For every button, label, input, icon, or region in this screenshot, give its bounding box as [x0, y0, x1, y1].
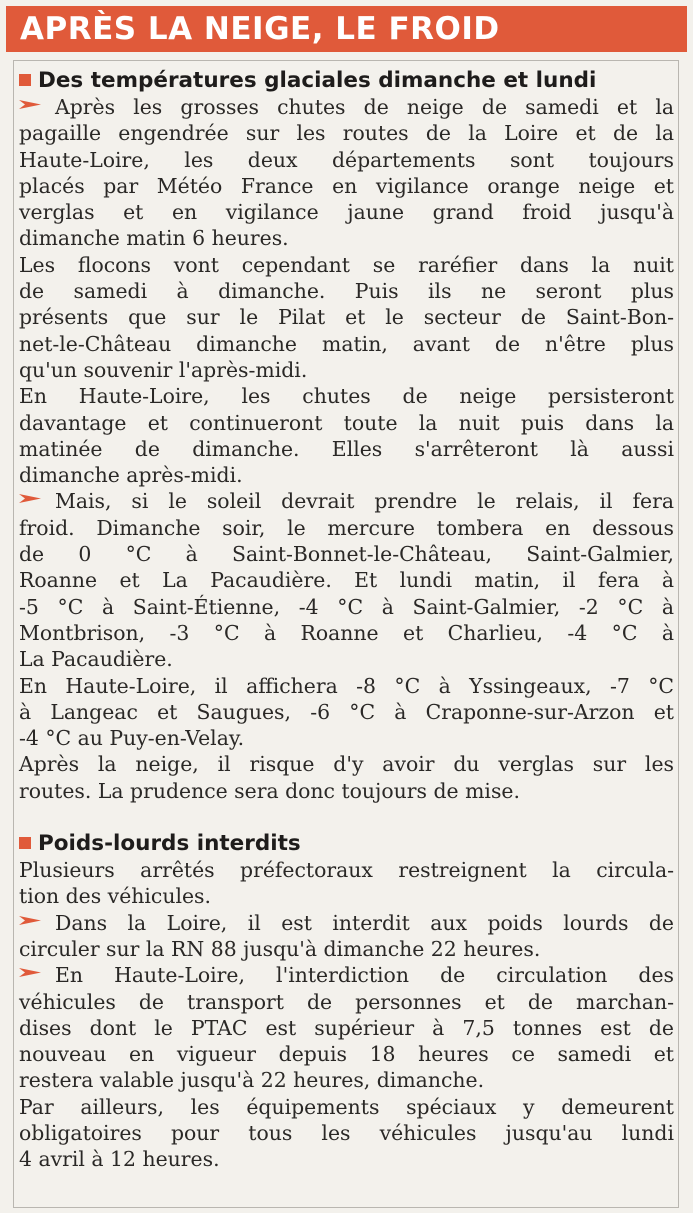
arrow-bullet-icon — [19, 100, 41, 109]
paragraph-line: dimanche matin 6 heures. — [19, 226, 289, 251]
paragraph-line: Les flocons vont cependant se raréfier dans la nuit — [19, 252, 674, 277]
paragraph-line: dimanche après-midi. — [19, 463, 243, 488]
paragraph-line: Roanne et La Pacaudière. Et lundi matin, il fera à — [19, 568, 674, 593]
line-text: Dans la Loire, il est interdit aux poids lourds de — [55, 910, 674, 935]
headline-banner — [6, 6, 687, 52]
line-text: En Haute-Loire, l'interdiction de circulation des — [55, 963, 674, 988]
paragraph-line: routes. La prudence sera donc toujours de mise. — [19, 778, 520, 803]
paragraph-line: Par ailleurs, les équipements spéciaux y demeurent — [19, 1094, 674, 1119]
paragraph-line: En Haute-Loire, les chutes de neige persisteront — [19, 384, 674, 409]
paragraph-line: présents que sur le Pilat et le secteur de Saint-Bon- — [19, 305, 674, 330]
paragraph-line — [19, 94, 674, 120]
paragraph-line: -4 °C au Puy-en-Velay. — [19, 726, 245, 751]
section-1-subhead — [19, 67, 674, 94]
paragraph-line: à Langeac et Saugues, -6 °C à Craponne-sur-Arzon et — [19, 699, 674, 724]
paragraph-line: verglas et en vigilance jaune grand froid jusqu'à — [19, 200, 674, 225]
line-text: Après les grosses chutes de neige de samedi et la — [55, 95, 674, 119]
headline: APRÈS LA NEIGE, LE FROID — [20, 11, 500, 47]
paragraph-line: de samedi à dimanche. Puis ils ne seront plus — [19, 279, 674, 304]
paragraph-line: de 0 °C à Saint-Bonnet-le-Château, Saint-Galmier, — [19, 542, 674, 567]
paragraph-line: Après la neige, il risque d'y avoir du verglas sur les — [19, 752, 674, 777]
line-text: Mais, si le soleil devrait prendre le relais, il fera — [55, 489, 674, 514]
arrow-bullet-icon — [19, 968, 41, 977]
paragraph-line: Plusieurs arrêtés préfectoraux restreignent la circula- — [19, 858, 674, 883]
paragraph-line: circuler sur la RN 88 jusqu'à dimanche 22 heures. — [19, 936, 541, 961]
paragraph-line: -5 °C à Saint-Étienne, -4 °C à Saint-Galmier, -2 °C à — [19, 594, 674, 619]
paragraph-line: matinée de dimanche. Elles s'arrêteront là aussi — [19, 436, 674, 461]
paragraph-line: Montbrison, -3 °C à Roanne et Charlieu, -4 °C à — [19, 620, 674, 645]
paragraph-line: placés par Météo France en vigilance orange neige et — [19, 173, 674, 198]
paragraph-line: restera valable jusqu'à 22 heures, dimanche. — [19, 1068, 485, 1093]
paragraph-line: net-le-Château dimanche matin, avant de n'être plus — [19, 331, 674, 356]
paragraph-line: véhicules de transport de personnes et de marchan- — [19, 989, 674, 1014]
paragraph-line: Haute-Loire, les deux départements sont toujours — [19, 147, 674, 172]
arrow-bullet-icon — [19, 916, 41, 925]
paragraph-line: froid. Dimanche soir, le mercure tombera en dessous — [19, 515, 674, 540]
paragraph-line: nouveau en vigueur depuis 18 heures ce samedi et — [19, 1042, 674, 1067]
paragraph-line: davantage et continueront toute la nuit puis dans la — [19, 410, 674, 435]
paragraph-line — [19, 910, 674, 936]
paragraph-line — [19, 962, 674, 988]
paragraph-line: La Pacaudière. — [19, 647, 173, 672]
paragraph-line: tion des véhicules. — [19, 884, 211, 909]
section-1-subhead-text: Des températures glaciales dimanche et lundi — [38, 68, 597, 93]
red-square-bullet-icon — [19, 74, 31, 86]
paragraph-line: 4 avril à 12 heures. — [19, 1147, 220, 1172]
paragraph-line: pagaille engendrée sur les routes de la Loire et de la — [19, 121, 674, 146]
article-body — [13, 60, 679, 1208]
section-spacer — [19, 804, 674, 830]
paragraph-line: qu'un souvenir l'après-midi. — [19, 357, 308, 382]
arrow-bullet-icon — [19, 494, 41, 503]
paragraph-line: dises dont le PTAC est supérieur à 7,5 tonnes est de — [19, 1015, 674, 1040]
section-2-subhead — [19, 830, 674, 857]
paragraph-line: En Haute-Loire, il affichera -8 °C à Yssingeaux, -7 °C — [19, 673, 674, 698]
section-2-subhead-text: Poids-lourds interdits — [38, 831, 301, 857]
paragraph-line — [19, 488, 674, 514]
paragraph-line: obligatoires pour tous les véhicules jusqu'au lundi — [19, 1120, 674, 1145]
red-square-bullet-icon — [19, 837, 31, 849]
